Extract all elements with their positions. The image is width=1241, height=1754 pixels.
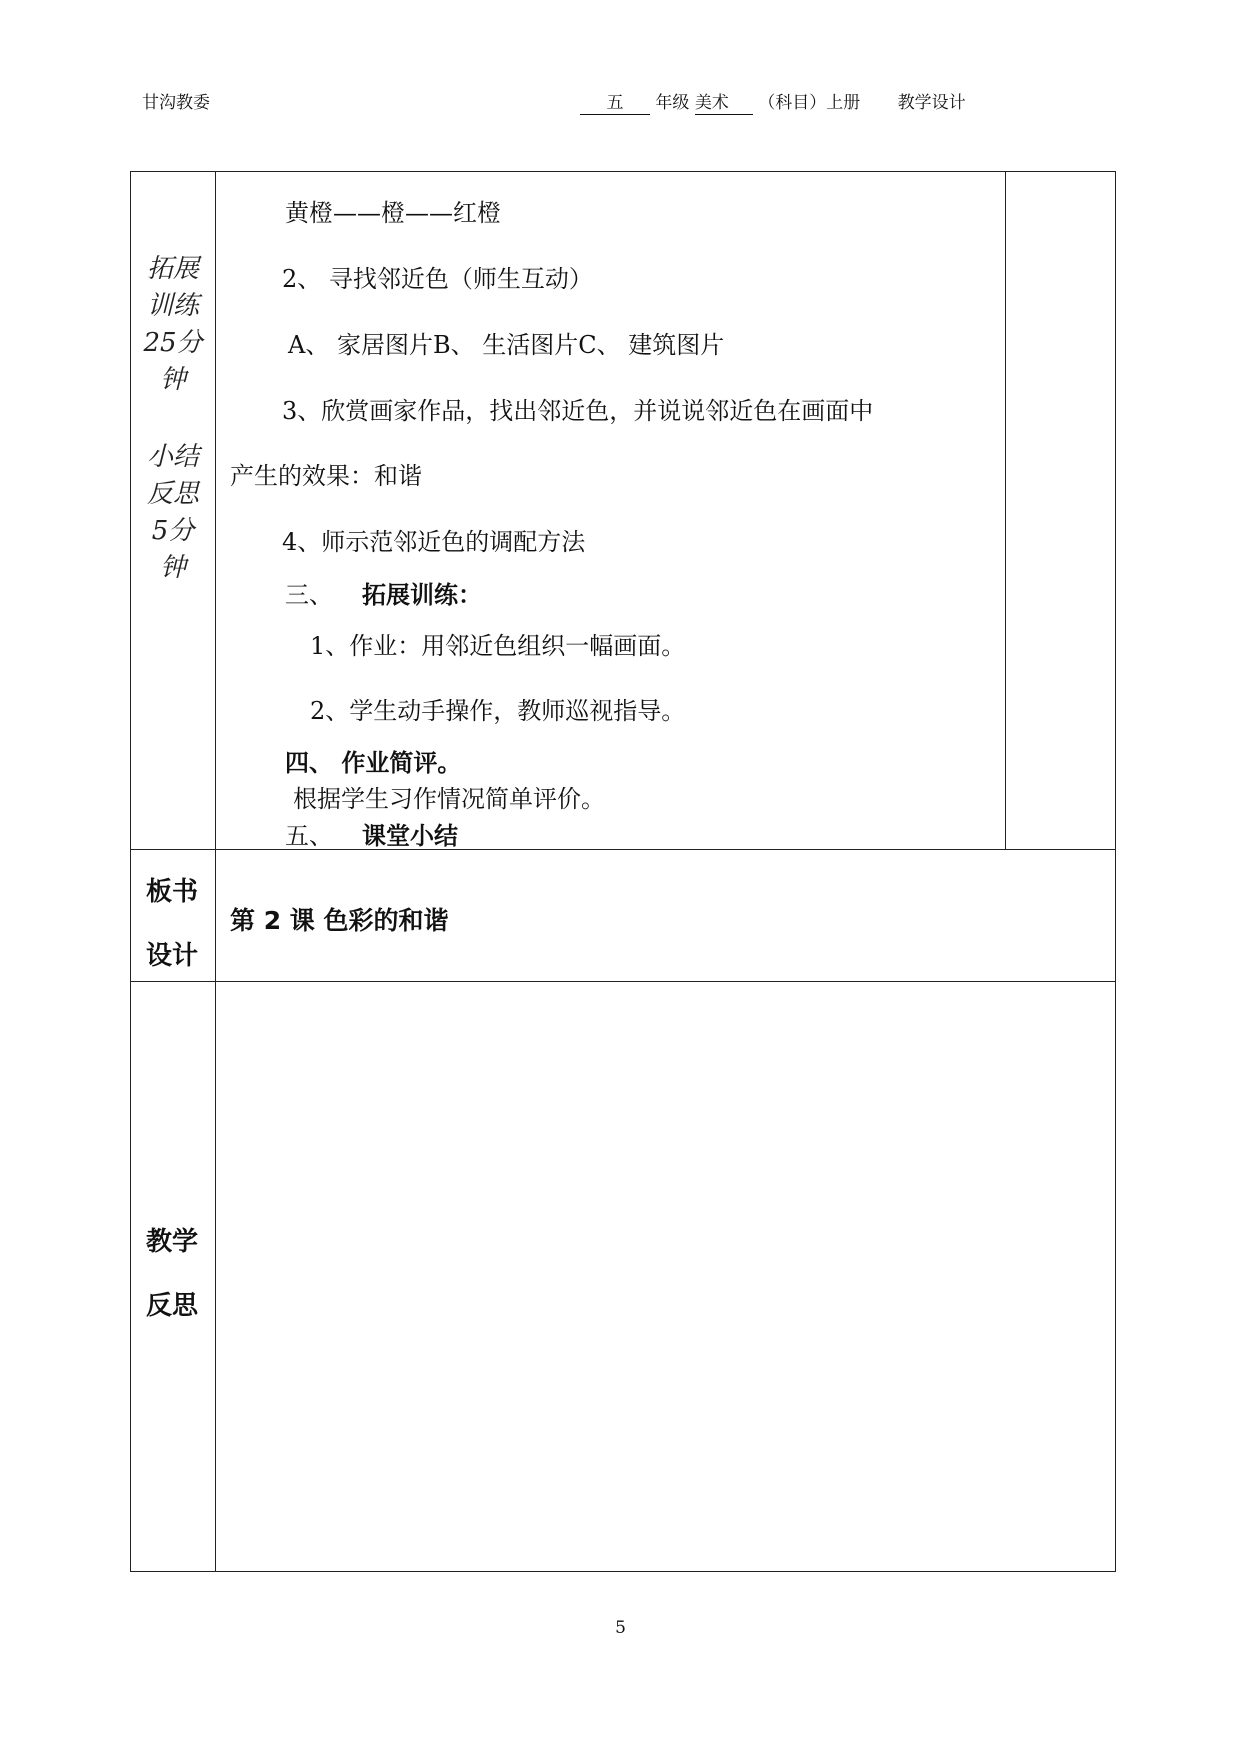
page-number: 5	[615, 1618, 626, 1638]
content-line: 产生的效果：和谐	[230, 462, 422, 490]
content-line: 根据学生习作情况简单评价。	[293, 785, 605, 813]
table-border-right	[1115, 171, 1116, 1572]
lesson-table	[130, 171, 1116, 1572]
header-grade: 五	[580, 88, 650, 115]
section-number-5: 五、	[285, 822, 333, 850]
board-label-2: 设计	[145, 941, 198, 971]
board-label-1: 板书	[145, 877, 198, 907]
header-left: 甘沟教委	[142, 93, 210, 113]
content-line: 4、师示范邻近色的调配方法	[282, 528, 586, 556]
content-line: A、 家居图片B、 生活图片C、 建筑图片	[288, 331, 725, 359]
row-divider-1	[130, 849, 1116, 850]
content-line: 2、 寻找邻近色（师生互动）	[282, 265, 593, 293]
column-divider-1	[215, 171, 216, 1572]
row-divider-2	[130, 981, 1116, 982]
content-line: 3、欣赏画家作品，找出邻近色，并说说邻近色在画面中	[282, 397, 874, 425]
content-line: 1、作业：用邻近色组织一幅画面。	[310, 632, 686, 660]
section-heading-4: 四、 作业简评。	[285, 749, 462, 777]
section-heading-3: 拓展训练：	[362, 581, 482, 609]
board-content: 第 2 课 色彩的和谐	[230, 906, 449, 935]
section-time-part1: 拓展 训练 25分 钟	[143, 254, 203, 395]
table-border-left	[130, 171, 131, 1572]
reflection-label-2: 反思	[145, 1291, 198, 1321]
table-border-bottom	[130, 1571, 1116, 1572]
header-grade-suffix: 年级	[655, 93, 690, 113]
header-right	[580, 88, 966, 115]
section-number-3: 三、	[285, 581, 333, 609]
header-subject-suffix: （科目）上册	[758, 93, 861, 113]
section-time-part2: 小结 反思 5分 钟	[146, 442, 199, 583]
reflection-label-1: 教学	[145, 1227, 198, 1257]
table-border-top	[130, 171, 1116, 172]
header-subject: 美术	[695, 88, 753, 115]
content-line: 2、学生动手操作，教师巡视指导。	[310, 697, 686, 725]
column-divider-2	[1005, 171, 1006, 849]
content-line: 黄橙——橙——红橙	[285, 199, 501, 227]
header-doc-type: 教学设计	[897, 93, 966, 113]
section-heading-5: 课堂小结	[362, 822, 458, 850]
